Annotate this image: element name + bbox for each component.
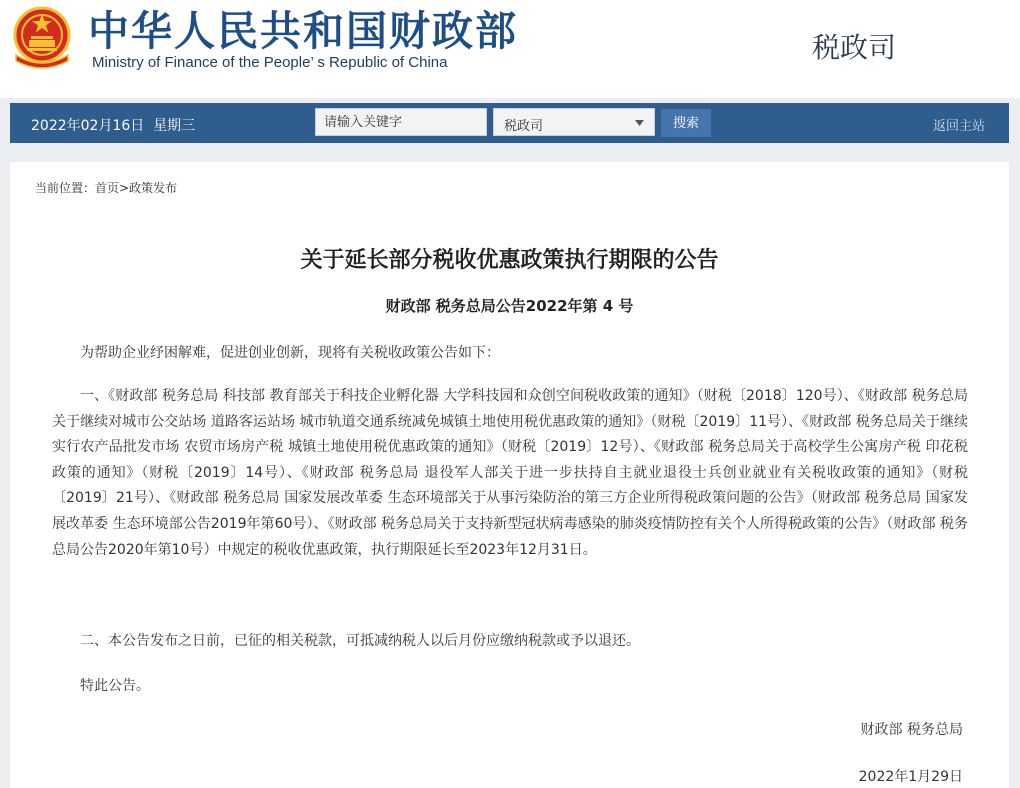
- top-navbar: [10, 103, 1009, 143]
- weekday-text: 星期三: [153, 118, 196, 134]
- article-panel: [10, 162, 1009, 788]
- chevron-down-icon: [635, 120, 644, 126]
- back-to-main-link[interactable]: 返回主站: [933, 119, 986, 134]
- issuer-signature: 财政部 税务总局: [860, 722, 963, 738]
- article-paragraph-2: 二、本公告发布之日前，已征的相关税款，可抵减纳税人以后月份应缴纳税款或予以退还。: [80, 633, 640, 649]
- national-emblem-icon: [10, 5, 74, 71]
- site-title-en: Ministry of Finance of the People’ s Republic of China: [92, 54, 448, 71]
- breadcrumb: [35, 179, 177, 196]
- search-input[interactable]: [315, 108, 487, 136]
- date-text: 2022年02月16日: [31, 118, 145, 134]
- site-header: [0, 0, 1020, 98]
- department-select[interactable]: [493, 108, 655, 136]
- article-paragraph-closing: 特此公告。: [80, 678, 150, 694]
- department-name: 税政司: [812, 31, 897, 64]
- site-title-cn: 中华人民共和国财政部: [88, 7, 518, 55]
- breadcrumb-home-link[interactable]: 首页: [95, 181, 120, 195]
- breadcrumb-current-link[interactable]: 政策发布: [129, 181, 178, 195]
- document-number: 财政部 税务总局公告2022年第 4 号: [385, 297, 634, 315]
- select-value: 税政司: [504, 119, 544, 134]
- breadcrumb-separator: >: [119, 181, 130, 195]
- search-button[interactable]: 搜索: [661, 109, 711, 137]
- issue-date: 2022年1月29日: [858, 769, 963, 785]
- article-title: 关于延长部分税收优惠政策执行期限的公告: [300, 248, 719, 273]
- article-paragraph-intro: 为帮助企业纾困解难，促进创业创新，现将有关税收政策公告如下：: [80, 345, 500, 361]
- current-date: [31, 115, 195, 135]
- breadcrumb-prefix: 当前位置：: [35, 181, 96, 195]
- article-paragraph-1: 一、《财政部 税务总局 科技部 教育部关于科技企业孵化器 大学科技园和众创空间税收政策的通知》（财税〔2018〕120号）、《财政部 税务总局关于继续对城市公交站场 道路客运站场 城市轨道交通系统减免城镇土地使用税优惠政策的通知》（财税〔2019〕11号）、《财政部 税务总局关于继续实行农产品批发市场 农贸市场房产税 城镇土地使用税优惠政策的通知》（财税〔2019〕12号）、《财政部 税务总局关于高校学生公寓房产税 印花税政策的通知》（财税〔2019〕14号）、《财政部 税务总局 退役军人部关于进一步扶持自主就业退役士兵创业就业有关税收政策的通知》（财税〔2019〕21号）、《财政部 税务总局 国家发展改革委 生态环境部关于从事污染防治的第三方企业所得税政策问题的公告》（财政部 税务总局 国家发展改革委 生态环境部公告2019年第60号）、《财政部 税务总局关于支持新型冠状病毒感染的肺炎疫情防控有关个人所得税政策的公告》（财政部 税务总局公告2020年第10号）中规定的税收优惠政策，执行期限延长至2023年12月31日。: [52, 388, 968, 558]
